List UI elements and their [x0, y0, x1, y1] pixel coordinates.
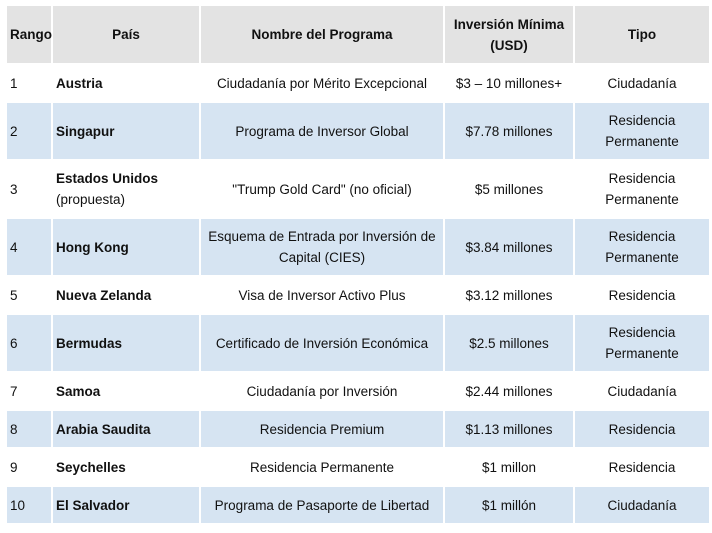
- program-cell: Residencia Premium: [201, 411, 443, 447]
- type-cell: Residencia: [575, 411, 709, 447]
- rank-cell: 5: [7, 277, 51, 313]
- table-row: [7, 487, 709, 523]
- rank-cell: 8: [7, 411, 51, 447]
- investment-cell: $2.5 millones: [445, 315, 573, 371]
- investment-cell: $5 millones: [445, 161, 573, 217]
- rank-cell: 6: [7, 315, 51, 371]
- investment-programs-table: [5, 4, 711, 525]
- header-row: [7, 6, 709, 63]
- rank-cell: 2: [7, 103, 51, 159]
- investment-cell: $1.13 millones: [445, 411, 573, 447]
- investment-cell: $1 millón: [445, 487, 573, 523]
- country-cell: [53, 277, 199, 313]
- country-cell: [53, 373, 199, 409]
- country-name: Samoa: [56, 383, 101, 399]
- program-cell: Visa de Inversor Activo Plus: [201, 277, 443, 313]
- type-cell: Residencia Permanente: [575, 103, 709, 159]
- country-name: Nueva Zelanda: [56, 287, 152, 303]
- program-cell: Certificado de Inversión Económica: [201, 315, 443, 371]
- investment-cell: $2.44 millones: [445, 373, 573, 409]
- table-row: [7, 411, 709, 447]
- country-cell: [53, 411, 199, 447]
- country-name: El Salvador: [56, 497, 130, 513]
- rank-cell: 4: [7, 219, 51, 275]
- table-row: [7, 103, 709, 159]
- country-name: Estados Unidos: [56, 171, 159, 186]
- table-row: [7, 373, 709, 409]
- type-cell: Residencia Permanente: [575, 219, 709, 275]
- country-name: Bermudas: [56, 335, 123, 351]
- country-name: Seychelles: [56, 459, 126, 475]
- investment-cell: $3.84 millones: [445, 219, 573, 275]
- header-investment: Inversión Mínima (USD): [445, 6, 573, 63]
- country-cell: [53, 161, 199, 217]
- country-name: Hong Kong: [56, 239, 129, 255]
- table-row: [7, 65, 709, 101]
- header-program: Nombre del Programa: [201, 6, 443, 63]
- header-type: Tipo: [575, 6, 709, 63]
- type-cell: Residencia: [575, 449, 709, 485]
- type-cell: Ciudadanía: [575, 65, 709, 101]
- program-cell: Programa de Inversor Global: [201, 103, 443, 159]
- program-cell: Esquema de Entrada por Inversión de Capital (CIES): [201, 219, 443, 275]
- table-row: [7, 449, 709, 485]
- program-cell: "Trump Gold Card" (no oficial): [201, 161, 443, 217]
- investment-cell: $7.78 millones: [445, 103, 573, 159]
- table-row: [7, 315, 709, 371]
- program-cell: Ciudadanía por Mérito Excepcional: [201, 65, 443, 101]
- country-cell: [53, 65, 199, 101]
- type-cell: Residencia Permanente: [575, 161, 709, 217]
- type-cell: Ciudadanía: [575, 373, 709, 409]
- country-cell: [53, 487, 199, 523]
- investment-cell: $1 millon: [445, 449, 573, 485]
- type-cell: Residencia: [575, 277, 709, 313]
- investment-cell: $3.12 millones: [445, 277, 573, 313]
- country-name: Singapur: [56, 123, 115, 139]
- header-country: País: [53, 6, 199, 63]
- rank-cell: 10: [7, 487, 51, 523]
- header-rank: Rango: [7, 6, 51, 63]
- country-cell: [53, 219, 199, 275]
- type-cell: Residencia Permanente: [575, 315, 709, 371]
- investment-cell: $3 – 10 millones+: [445, 65, 573, 101]
- type-cell: Ciudadanía: [575, 487, 709, 523]
- rank-cell: 3: [7, 161, 51, 217]
- country-name: Austria: [56, 75, 103, 91]
- table-row: [7, 219, 709, 275]
- table-row: [7, 161, 709, 217]
- country-cell: [53, 103, 199, 159]
- country-name: Arabia Saudita: [56, 421, 151, 437]
- country-cell: [53, 449, 199, 485]
- rank-cell: 1: [7, 65, 51, 101]
- country-cell: [53, 315, 199, 371]
- table-row: [7, 277, 709, 313]
- program-cell: Residencia Permanente: [201, 449, 443, 485]
- country-note: (propuesta): [56, 192, 126, 207]
- program-cell: Ciudadanía por Inversión: [201, 373, 443, 409]
- program-cell: Programa de Pasaporte de Libertad: [201, 487, 443, 523]
- rank-cell: 9: [7, 449, 51, 485]
- rank-cell: 7: [7, 373, 51, 409]
